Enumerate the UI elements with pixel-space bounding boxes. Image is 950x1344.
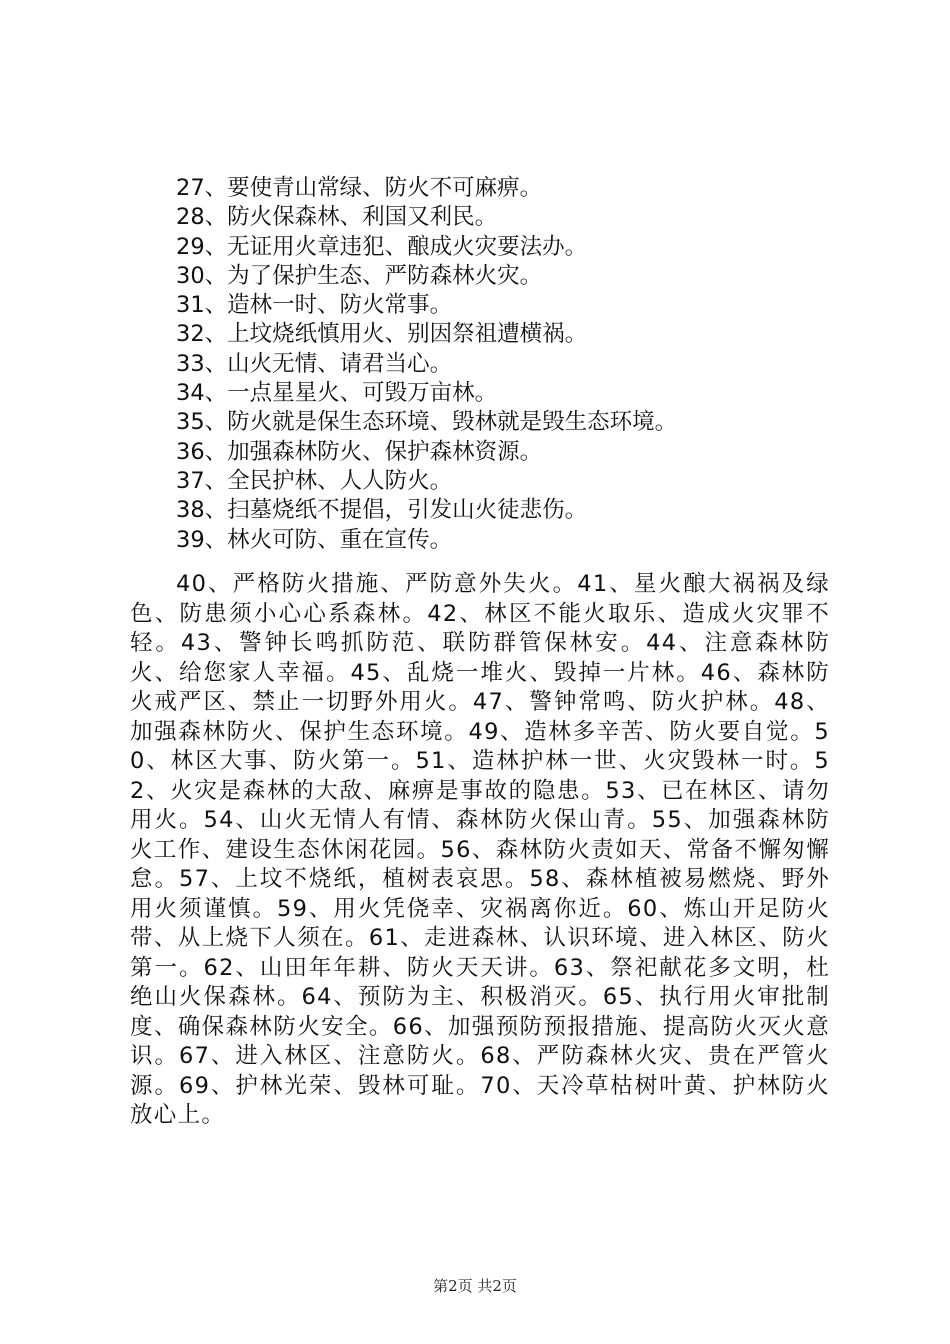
slogan-list (176, 174, 856, 555)
list-item: 36、加强森林防火、保护森林资源。 (176, 438, 543, 465)
list-item: 35、防火就是保生态环境、毁林就是毁生态环境。 (176, 409, 678, 436)
slogan-paragraph: 40、严格防火措施、严防意外失火。41、星火酿大祸祸及绿色、防患须小心心系森林。42、林区不能火取乐、造成火灾罪不轻。43、警钟长鸣抓防范、联防群管保林安。44、注意森林防火、给您家人幸福。45、乱烧一堆火、毁掉一片林。46、森林防火戒严区、禁止一切野外用火。47、警钟常鸣、防火护林。48、加强森林防火、保护生态环境。49、造林多辛苦、防火要自觉。50、林区大事、防火第一。51、造林护林一世、火灾毁林一时。52、火灾是森林的大敌、麻痹是事故的隐患。53、已在林区、请勿用火。54、山火无情人有情、森林防火保山青。55、加强森林防火工作、建设生态休闲花园。56、森林防火责如天、常备不懈匆懈怠。57、上坟不烧纸，植树表哀思。58、森林植被易燃烧、野外用火须谨慎。59、用火凭侥幸、灾祸离你近。60、炼山开足防火带、从上烧下人须在。61、走进森林、认识环境、进入林区、防火第一。62、山田年年耕、防火天天讲。63、祭祀献花多文明，杜绝山火保森林。64、预防为主、积极消灭。65、执行用火审批制度、确保森林防火安全。66、加强预防预报措施、提高防火灭火意识。67、进入林区、注意防火。68、严防森林火灾、贵在严管火源。69、护林光荣、毁林可耻。70、天冷草枯树叶黄、护林防火放心上。 (130, 571, 830, 1128)
list-item: 31、造林一时、防火常事。 (176, 292, 453, 319)
list-item: 38、扫墓烧纸不提倡，引发山火徒悲伤。 (176, 497, 588, 524)
list-item: 37、全民护林、人人防火。 (176, 467, 453, 494)
list-item: 28、防火保森林、利国又利民。 (176, 204, 498, 231)
list-item: 30、为了保护生态、严防森林火灾。 (176, 262, 543, 289)
list-item: 39、林火可防、重在宣传。 (176, 526, 453, 553)
page-footer: 第2页 共2页 (433, 1277, 517, 1295)
list-item: 32、上坟烧纸慎用火、别因祭祖遭横祸。 (176, 321, 588, 348)
list-item: 34、一点星星火、可毁万亩林。 (176, 380, 498, 407)
list-item: 27、要使青山常绿、防火不可麻痹。 (176, 175, 543, 201)
list-item: 29、无证用火章违犯、酿成火灾要法办。 (176, 233, 588, 260)
list-item: 33、山火无情、请君当心。 (176, 350, 453, 377)
